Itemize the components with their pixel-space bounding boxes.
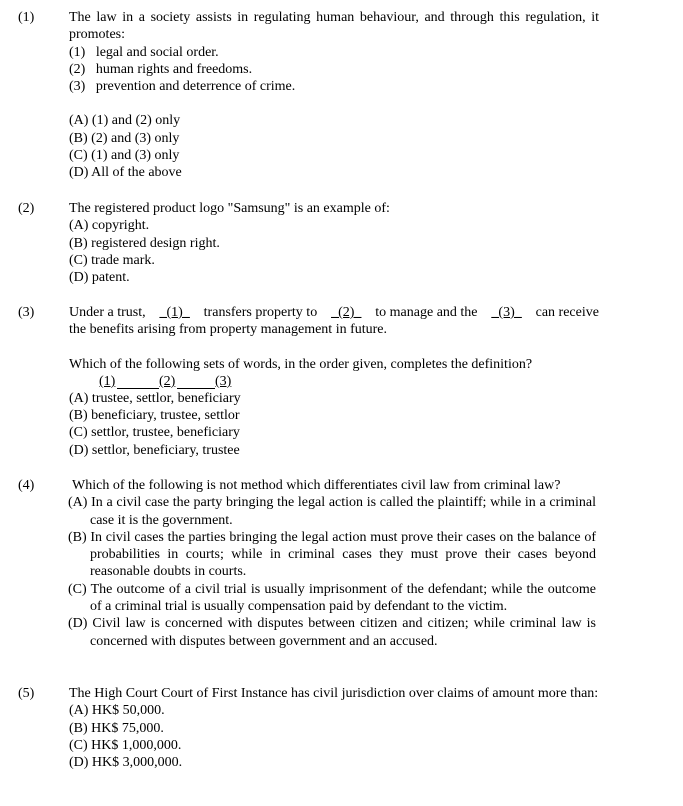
blank-3: _(3)_: [491, 305, 522, 320]
column-label-2: (2): [159, 373, 176, 389]
blank-2: _(2)_: [331, 305, 362, 320]
option-d: (D) settlor, beneficiary, trustee: [69, 442, 240, 458]
question-body: [69, 304, 599, 459]
list-item: (1) legal and social order.: [69, 44, 219, 60]
option-b: (B) registered design right.: [69, 235, 220, 251]
list-item: (3) prevention and deterrence of crime.: [69, 79, 296, 95]
question-number: (4): [18, 478, 35, 493]
option-c: (C) The outcome of a civil trial is usually imprisonment of the defendant; while the outcome of a criminal trial is usually compensation paid by defendant to the victim.: [68, 581, 596, 615]
option-c: (C) trade mark.: [69, 252, 155, 268]
blank-1: _(1)_: [159, 305, 190, 320]
question-number: (5): [18, 686, 35, 701]
option-a: (A) trustee, settlor, beneficiary: [69, 390, 241, 406]
question-stem-continued: the benefits arising from property management in future.: [69, 322, 388, 338]
option-c: (C) HK$ 1,000,000.: [69, 737, 182, 753]
list-item: (2) human rights and freedoms.: [69, 61, 253, 77]
question-number: (2): [18, 201, 35, 216]
option-a: (A) (1) and (2) only: [69, 113, 181, 129]
question-number: (1): [18, 10, 35, 25]
column-label-1: (1): [99, 373, 116, 389]
option-d: (D) HK$ 3,000,000.: [69, 755, 183, 771]
question-stem: The law in a society assists in regulating human behaviour, and through this regulation, it promotes:: [69, 10, 599, 43]
column-label-3: (3): [215, 373, 232, 389]
option-b: (B) In civil cases the parties bringing the legal action must prove their cases on the balance of probabilities in courts; while in criminal cases they must prove their cases beyond reasonable doubts in courts.: [68, 529, 596, 580]
question-stem: Which of the following is not method which differentiates civil law from criminal law?: [72, 478, 561, 493]
question-body: [69, 685, 599, 771]
option-c: (C) (1) and (3) only: [69, 148, 180, 164]
question-stem: The High Court Court of First Instance has civil jurisdiction over claims of amount more than:: [69, 686, 599, 701]
option-d: (D) patent.: [69, 270, 130, 286]
question-stem: The registered product logo "Samsung" is an example of:: [69, 201, 390, 216]
question-prompt: Which of the following sets of words, in the order given, completes the definition?: [69, 356, 533, 372]
option-b: (B) (2) and (3) only: [69, 130, 180, 146]
option-d: (D) Civil law is concerned with disputes between citizen and citizen; while criminal law is concerned with disputes between government and an accused.: [68, 616, 596, 649]
option-d: (D) All of the above: [69, 165, 182, 181]
option-b: (B) HK$ 75,000.: [69, 720, 164, 736]
answer-column-header: [99, 373, 599, 390]
option-a: (A) In a civil case the party bringing the legal action is called the plaintiff; while in a criminal case it is the government.: [68, 495, 596, 528]
option-c: (C) settlor, trustee, beneficiary: [69, 425, 240, 441]
question-stem: Under a trust, _(1)_ transfers property to _(2)_ to manage and the _(3)_ can receive: [69, 305, 599, 320]
option-b: (B) beneficiary, trustee, settlor: [69, 408, 240, 424]
option-a: (A) copyright.: [69, 218, 150, 234]
question-body: [68, 477, 596, 650]
question-number: (3): [18, 305, 35, 320]
question-body: [69, 9, 599, 182]
question-body: [69, 200, 599, 286]
option-a: (A) HK$ 50,000.: [69, 703, 165, 719]
